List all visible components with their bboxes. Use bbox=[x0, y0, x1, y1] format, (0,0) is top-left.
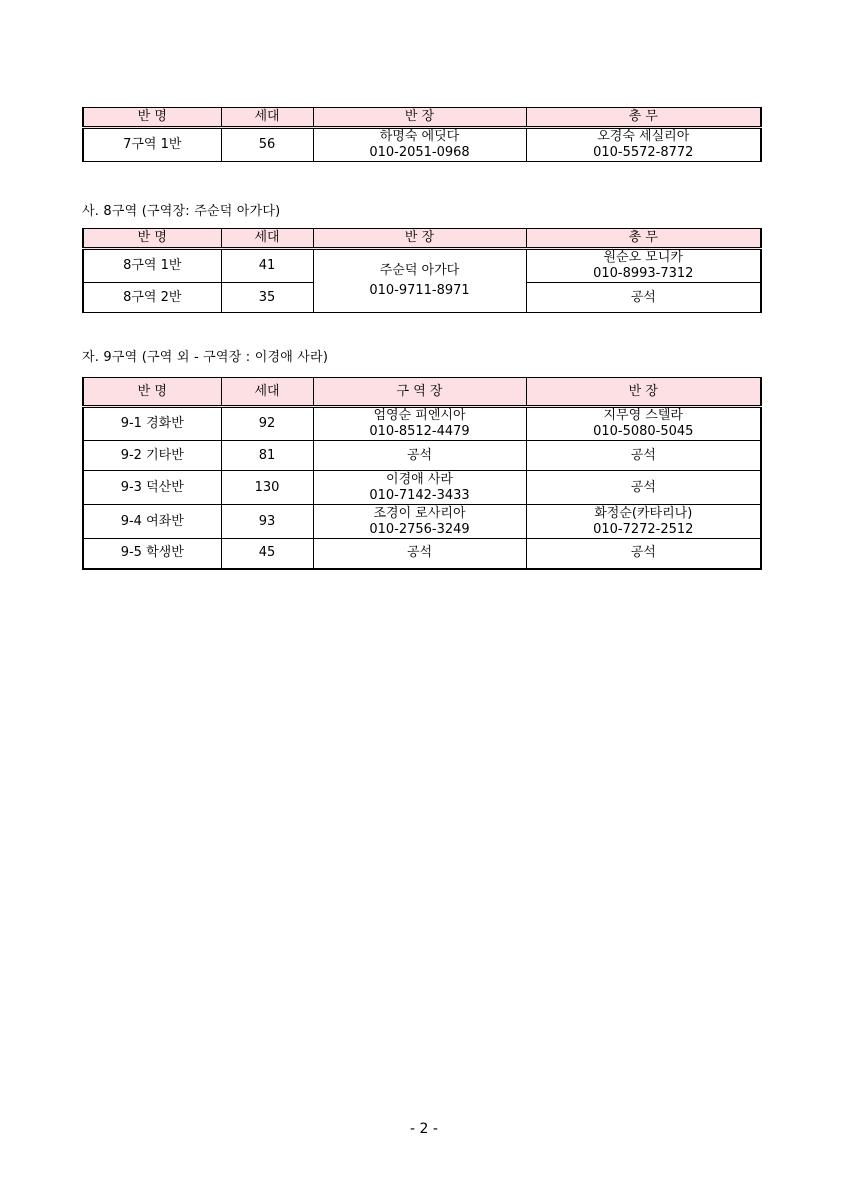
section9-heading: 자. 9구역 (구역 외 - 구역장 : 이경애 사라) bbox=[82, 350, 329, 365]
col-header: 반 명 bbox=[83, 108, 221, 128]
table-header-row bbox=[83, 108, 761, 128]
ban-cell: 8구역 2반 bbox=[83, 283, 221, 313]
table-section8 bbox=[82, 228, 762, 313]
leader-cell: 공석 bbox=[526, 539, 761, 569]
secretary-phone: 010-8993-7312 bbox=[593, 266, 694, 281]
table-section7 bbox=[82, 107, 762, 162]
col-header: 세대 bbox=[221, 229, 313, 249]
area-leader-phone: 010-7142-3433 bbox=[369, 487, 470, 503]
leader-phone: 010-5080-5045 bbox=[593, 424, 694, 439]
leader-cell: 공석 bbox=[526, 441, 761, 471]
secretary-name: 원순오 모니카 bbox=[603, 250, 683, 265]
households-cell: 93 bbox=[221, 505, 313, 539]
households-cell: 41 bbox=[221, 249, 313, 283]
secretary-name: 오경숙 세실리아 bbox=[597, 129, 690, 144]
area-leader-name: 엄영순 피엔시아 bbox=[373, 408, 466, 423]
leader-phone: 010-7272-2512 bbox=[593, 521, 694, 537]
col-header: 세대 bbox=[221, 378, 313, 407]
households-cell: 130 bbox=[221, 471, 313, 505]
ban-cell: 8구역 1반 bbox=[83, 249, 221, 283]
ban-cell: 9-5 학생반 bbox=[83, 539, 221, 569]
area-leader-phone: 010-8512-4479 bbox=[369, 424, 470, 439]
area-leader-cell bbox=[313, 471, 526, 505]
ban-cell: 9-4 여좌반 bbox=[83, 505, 221, 539]
leader-cell bbox=[526, 407, 761, 441]
leader-name: 화정순(카타리나) bbox=[594, 505, 693, 521]
ban-cell: 9-3 덕산반 bbox=[83, 471, 221, 505]
table-section9 bbox=[82, 377, 762, 570]
col-header: 총 무 bbox=[526, 108, 761, 128]
page-number: - 2 - bbox=[410, 1121, 438, 1137]
ban-cell: 9-1 경화반 bbox=[83, 407, 221, 441]
table-row bbox=[83, 441, 761, 471]
leader-phone: 010-9711-8971 bbox=[369, 283, 470, 298]
secretary-cell bbox=[526, 249, 761, 283]
col-header: 반 장 bbox=[313, 229, 526, 249]
col-header: 반 명 bbox=[83, 229, 221, 249]
col-header: 반 명 bbox=[83, 378, 221, 407]
col-header: 반 장 bbox=[313, 108, 526, 128]
area-leader-cell: 공석 bbox=[313, 539, 526, 569]
col-header: 반 장 bbox=[526, 378, 761, 407]
area-leader-cell bbox=[313, 407, 526, 441]
shared-leader-cell bbox=[313, 249, 526, 313]
area-leader-cell: 공석 bbox=[313, 441, 526, 471]
leader-name: 지무영 스텔라 bbox=[603, 408, 683, 423]
section8-heading: 사. 8구역 (구역장: 주순덕 아가다) bbox=[82, 204, 281, 219]
area-leader-name: 이경애 사라 bbox=[386, 471, 453, 487]
leader-cell bbox=[526, 505, 761, 539]
area-leader-cell bbox=[313, 505, 526, 539]
table-row bbox=[83, 471, 761, 505]
secretary-cell bbox=[526, 128, 761, 162]
area-leader-name: 조경이 로사리아 bbox=[373, 505, 466, 521]
secretary-cell: 공석 bbox=[526, 283, 761, 313]
leader-cell bbox=[313, 128, 526, 162]
col-header: 세대 bbox=[221, 108, 313, 128]
households-cell: 56 bbox=[221, 128, 313, 162]
ban-cell: 9-2 기타반 bbox=[83, 441, 221, 471]
leader-name: 하명숙 에딧다 bbox=[379, 129, 460, 144]
table-row bbox=[83, 128, 761, 162]
leader-cell: 공석 bbox=[526, 471, 761, 505]
leader-phone: 010-2051-0968 bbox=[369, 145, 470, 160]
households-cell: 92 bbox=[221, 407, 313, 441]
col-header: 총 무 bbox=[526, 229, 761, 249]
table-header-row bbox=[83, 229, 761, 249]
table-row bbox=[83, 407, 761, 441]
households-cell: 35 bbox=[221, 283, 313, 313]
secretary-phone: 010-5572-8772 bbox=[593, 145, 694, 160]
table-header-row bbox=[83, 378, 761, 407]
ban-cell: 7구역 1반 bbox=[83, 128, 221, 162]
households-cell: 45 bbox=[221, 539, 313, 569]
area-leader-phone: 010-2756-3249 bbox=[369, 521, 470, 537]
table-row bbox=[83, 505, 761, 539]
table-row bbox=[83, 539, 761, 569]
table-row bbox=[83, 249, 761, 283]
col-header: 구 역 장 bbox=[313, 378, 526, 407]
leader-name: 주순덕 아가다 bbox=[379, 263, 460, 278]
households-cell: 81 bbox=[221, 441, 313, 471]
